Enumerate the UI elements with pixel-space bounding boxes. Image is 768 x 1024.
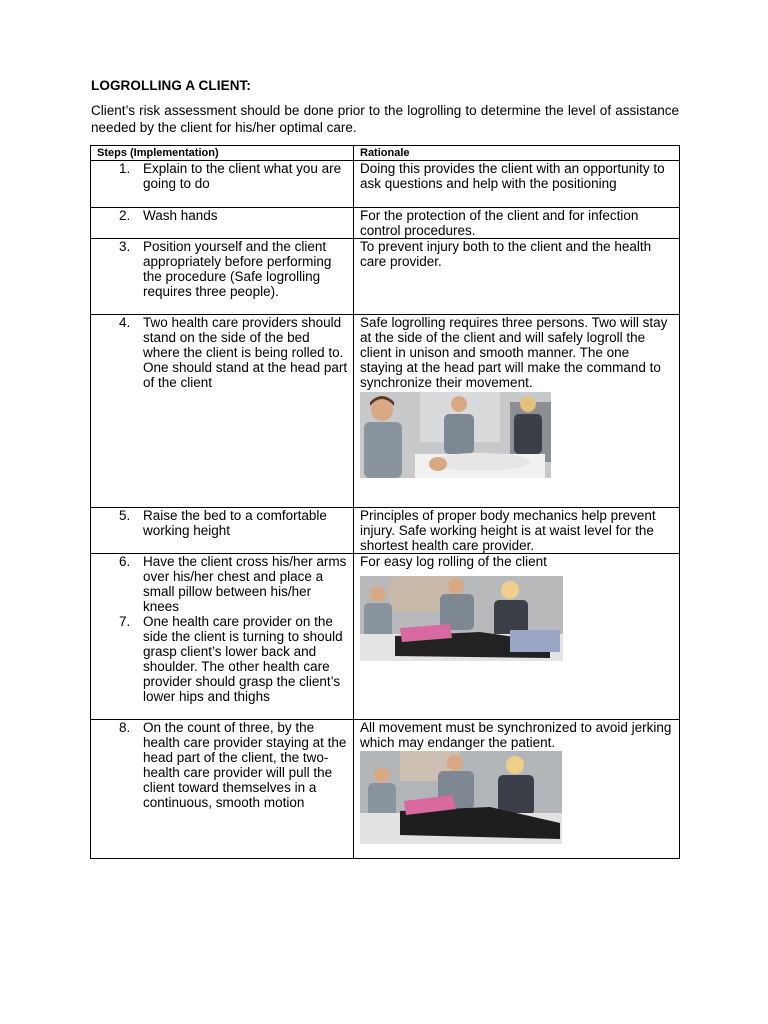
step-cell	[91, 239, 354, 315]
step-number: 6.	[119, 554, 131, 569]
rationale-text: For the protection of the client and for infection control procedures.	[360, 208, 639, 238]
header-steps: Steps (Implementation)	[91, 146, 354, 161]
step-cell	[91, 720, 354, 859]
page-title: LOGROLLING A CLIENT:	[91, 78, 251, 93]
step-text: Have the client cross his/her arms over his/her chest and place a small pillow between his/her knees	[143, 554, 347, 614]
rationale-cell	[354, 720, 680, 859]
step-cell	[91, 508, 354, 554]
step-number: 7.	[119, 614, 131, 629]
step-cell	[91, 315, 354, 508]
rationale-cell	[354, 508, 680, 554]
steps-table	[90, 145, 680, 859]
rationale-cell	[354, 554, 680, 720]
step-number: 2.	[119, 208, 131, 223]
photo-pull-client	[360, 751, 562, 844]
rationale-cell	[354, 161, 680, 208]
table-row	[91, 720, 680, 859]
step-number: 1.	[119, 161, 131, 176]
table-row	[91, 161, 680, 208]
step-text: One health care provider on the side the client is turning to should grasp client’s lower back and shoulder. The other health care provider should grasp the client’s lower hips and thighs	[143, 614, 343, 704]
rationale-text: For easy log rolling of the client	[360, 554, 547, 569]
rationale-cell	[354, 208, 680, 239]
rationale-text: Principles of proper body mechanics help prevent injury. Safe working height is at waist level for the shortest health care provider.	[360, 508, 656, 553]
step-text: Raise the bed to a comfortable working height	[143, 508, 327, 538]
photo-three-providers	[360, 392, 551, 478]
step-text: Two health care providers should stand on the side of the bed where the client is being rolled to. One should stand at the head part of the client	[143, 315, 348, 390]
rationale-text: Doing this provides the client with an opportunity to ask questions and help with the positioning	[360, 161, 665, 191]
table-row	[91, 315, 680, 508]
step-text: Position yourself and the client appropriately before performing the procedure (Safe logrolling requires three people).	[143, 239, 332, 299]
step-text: On the count of three, by the health care provider staying at the head part of the client, the two-health care provider will pull the client toward themselves in a continuous, smooth motion	[143, 720, 347, 810]
step-number: 5.	[119, 508, 131, 523]
rationale-text: Safe logrolling requires three persons. Two will stay at the side of the client and will safely logroll the client in unison and smooth manner. The one staying at the head part will make the command to synchronize their movement.	[360, 315, 668, 390]
rationale-cell	[354, 239, 680, 315]
step-cell	[91, 554, 354, 720]
photo-crossed-arms	[360, 576, 563, 661]
step-cell	[91, 161, 354, 208]
step-number: 4.	[119, 315, 131, 330]
table-header-row	[91, 146, 680, 161]
step-text: Explain to the client what you are going to do	[143, 161, 342, 191]
rationale-text: All movement must be synchronized to avoid jerking which may endanger the patient.	[360, 720, 672, 750]
table-row	[91, 508, 680, 554]
table-row	[91, 208, 680, 239]
rationale-cell	[354, 315, 680, 508]
step-cell	[91, 208, 354, 239]
step-text: Wash hands	[143, 208, 218, 223]
step-number: 8.	[119, 720, 131, 735]
table-row	[91, 239, 680, 315]
header-rationale: Rationale	[354, 146, 680, 161]
rationale-text: To prevent injury both to the client and the health care provider.	[360, 239, 652, 269]
step-number: 3.	[119, 239, 131, 254]
intro-paragraph: Client’s risk assessment should be done prior to the logrolling to determine the level of assistance needed by the client for his/her optimal care.	[91, 103, 679, 135]
table-row	[91, 554, 680, 720]
